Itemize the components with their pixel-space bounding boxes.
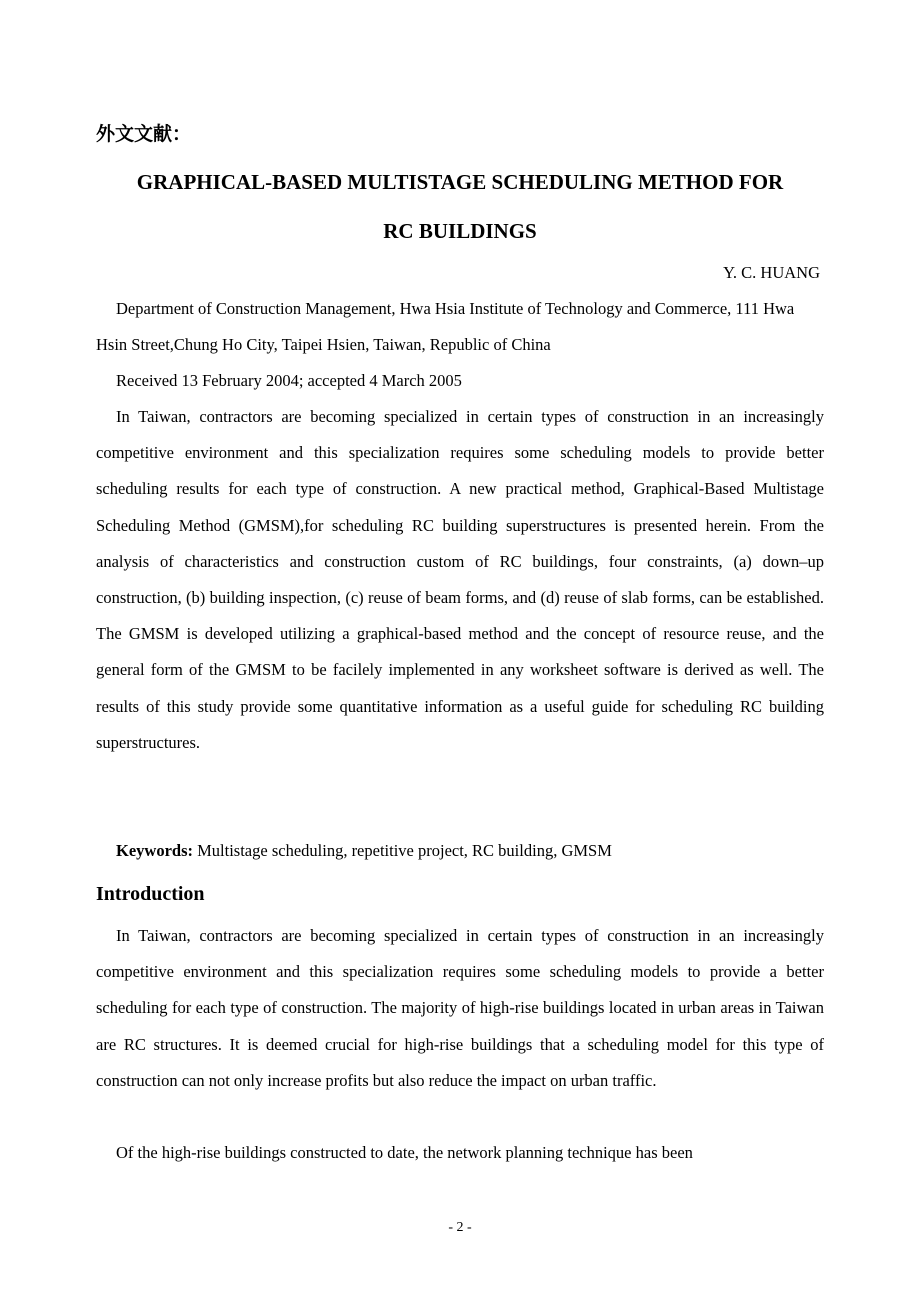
introduction-heading: Introduction [96, 883, 205, 905]
page-number: - 2 - [448, 1220, 472, 1235]
abstract: In Taiwan, contractors are becoming specialized in certain types of construction in an increasingly competitive environment and this specialization requires some scheduling models to provide better scheduling results for each type of construction. A new practical method, Graphical-Based Multistage Scheduling Method (GMSM),for scheduling RC building superstructures is presented herein. From the analysis of characteristics and construction custom of RC buildings, four constraints, (a) down–up construction, (b) building inspection, (c) reuse of beam forms, and (d) reuse of slab forms, can be established. The GMSM is developed utilizing a graphical-based method and the concept of resource reuse, and the general form of the GMSM to be facilely implemented in any worksheet software is derived as well. The results of this study provide some quantitative information as a useful guide for scheduling RC building superstructures. [96, 407, 824, 752]
keywords [96, 833, 824, 869]
introduction-paragraph-1: In Taiwan, contractors are becoming specialized in certain types of construction in an increasingly competitive environment and this specialization requires some scheduling models to provide a better scheduling for each type of construction. The majority of high-rise buildings located in urban areas in Taiwan are RC structures. It is deemed crucial for high-rise buildings that a scheduling model for this type of construction can not only increase profits but also reduce the impact on urban traffic. [96, 926, 824, 1090]
section-label: 外文文献： [96, 123, 192, 145]
paper-title-line-1: GRAPHICAL-BASED MULTISTAGE SCHEDULING METHOD FOR [136, 170, 784, 194]
affiliation: Department of Construction Management, Hwa Hsia Institute of Technology and Commerce, 111 Hwa Hsin Street,Chung Ho City, Taipei Hsien, Taiwan, Republic of China [96, 299, 795, 355]
paper-title-line-2: RC BUILDINGS [383, 219, 537, 243]
received-dates: Received 13 February 2004; accepted 4 March 2005 [116, 371, 462, 390]
introduction-paragraph-2: Of the high-rise buildings constructed to date, the network planning technique has been [116, 1143, 693, 1162]
keywords-label: Keywords: [116, 841, 193, 860]
keywords-text: Multistage scheduling, repetitive project, RC building, GMSM [193, 841, 612, 860]
author: Y. C. HUANG [723, 263, 820, 282]
